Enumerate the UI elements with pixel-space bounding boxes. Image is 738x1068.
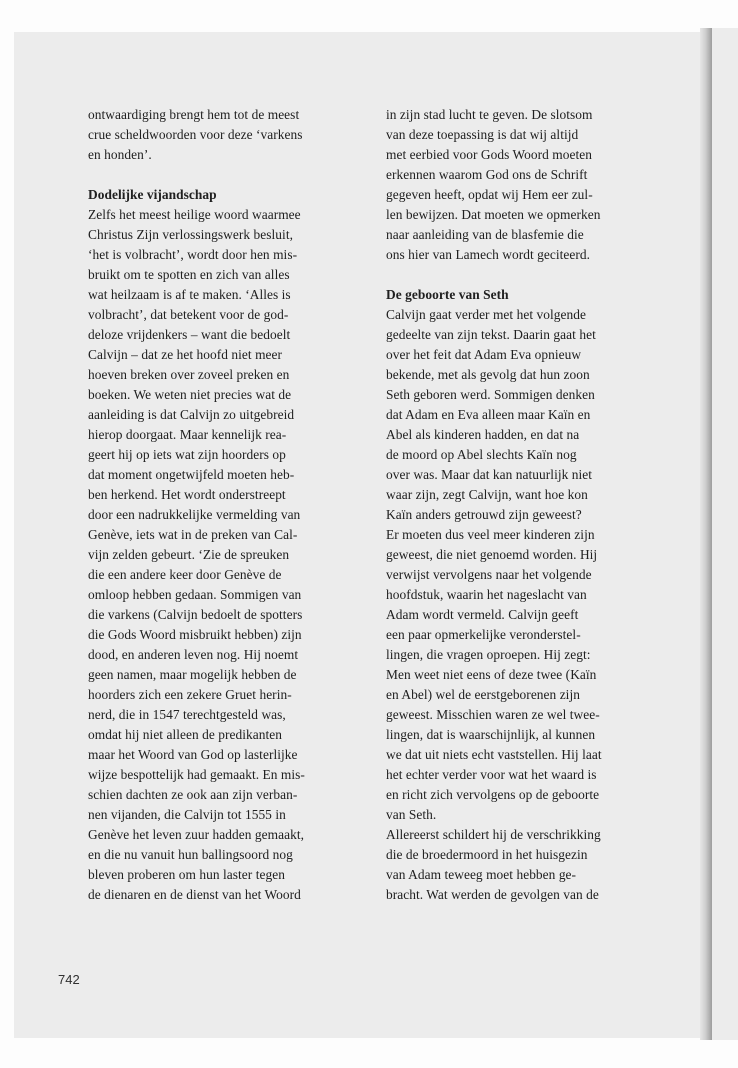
text-line: hoorders zich een zekere Gruet herin- [88,687,292,702]
text-line: Calvijn – dat ze het hoofd niet meer [88,347,283,362]
text-line: nen vijanden, die Calvijn tot 1555 in [88,807,286,822]
text-line: crue scheldwoorden voor deze ‘varkens [88,127,303,142]
text-line: ‘het is volbracht’, wordt door hen mis- [88,247,298,262]
text-line: die varkens (Calvijn bedoelt de spotters [88,607,303,622]
text-line: lingen, dat is waarschijnlijk, al kunnen [386,727,596,742]
text-line: Calvijn gaat verder met het volgende [386,307,586,322]
text-line: die Gods Woord misbruikt hebben) zijn [88,627,302,642]
text-line: deloze vrijdenkers – want die bedoelt [88,327,291,342]
text-line: erkennen waarom God ons de Schrift [386,167,588,182]
text-line: van deze toepassing is dat wij altijd [386,127,579,142]
text-line: bleven proberen om hun laster tegen [88,867,285,882]
text-line: een paar opmerkelijke veronderstel- [386,627,581,642]
text-line: en honden’. [88,147,152,162]
text-line: bracht. Wat werden de gevolgen van de [386,887,599,902]
text-line: len bewijzen. Dat moeten we opmerken [386,207,601,222]
text-line: en Abel) wel de eerstgeborenen zijn [386,687,580,702]
text-line: Adam wordt vermeld. Calvijn geeft [386,607,579,622]
text-line: verwijst vervolgens naar het volgende [386,567,592,582]
page-number: 742 [58,972,80,987]
text-line: maar het Woord van God op lasterlijke [88,747,298,762]
text-line: geweest, die niet genoemd worden. Hij [386,547,598,562]
text-line: geert hij op iets wat zijn hoorders op [88,447,286,462]
text-line: lingen, die vragen oproepen. Hij zegt: [386,647,591,662]
text-line: Men weet niet eens of deze twee (Kaïn [386,667,597,682]
facing-page-edge [712,28,738,1040]
text-line: de dienaren en de dienst van het Woord [88,887,301,902]
text-line: nerd, die in 1547 terechtgesteld was, [88,707,286,722]
text-line: in zijn stad lucht te geven. De slotsom [386,107,593,122]
text-line: over was. Maar dat kan natuurlijk niet [386,467,593,482]
text-line: geen namen, maar mogelijk hebben de [88,667,297,682]
text-line: waar zijn, zegt Calvijn, want hoe kon [386,487,588,502]
text-line: ben herkend. Het wordt onderstreept [88,487,286,502]
text-line: Genève het leven zuur hadden gemaakt, [88,827,305,842]
text-line: vijn zelden gebeurt. ‘Zie de spreuken [88,547,290,562]
right-text-column [386,105,652,905]
text-line: de moord op Abel slechts Kaïn nog [386,447,577,462]
text-line: Abel als kinderen hadden, en dat na [386,427,580,442]
paragraph-gap [386,265,652,285]
text-line: Kaïn anders getrouwd zijn geweest? [386,507,582,522]
text-line: Genève, iets wat in de preken van Cal- [88,527,298,542]
text-line: dat moment ongetwijfeld moeten heb- [88,467,295,482]
text-line: ons hier van Lamech wordt geciteerd. [386,247,591,262]
section-heading: Dodelijke vijandschap [88,187,217,202]
text-line: Seth geboren werd. Sommigen denken [386,387,595,402]
text-line: gegeven heeft, opdat wij Hem eer zul- [386,187,593,202]
text-line: over het feit dat Adam Eva opnieuw [386,347,582,362]
text-line: we dat uit niets echt vaststellen. Hij laat [386,747,602,762]
text-line: aanleiding is dat Calvijn zo uitgebreid [88,407,295,422]
text-line: van Adam teweeg moet hebben ge- [386,867,577,882]
text-line: ontwaardiging brengt hem tot de meest [88,107,300,122]
text-line: geweest. Misschien waren ze wel twee- [386,707,600,722]
text-line: hoofdstuk, waarin het nageslacht van [386,587,587,602]
text-line: door een nadrukkelijke vermelding van [88,507,301,522]
text-line: Allereerst schildert hij de verschrikking [386,827,601,842]
text-line: naar aanleiding van de blasfemie die [386,227,584,242]
text-line: en richt zich vervolgens op de geboorte [386,787,600,802]
text-line: hierop doorgaat. Maar kennelijk rea- [88,427,287,442]
text-line: schien dachten ze ook aan zijn verban- [88,787,298,802]
text-line: en die nu vanuit hun ballingsoord nog [88,847,293,862]
text-line: van Seth. [386,807,437,822]
text-line: bekende, met als gevolg dat hun zoon [386,367,590,382]
section-heading: De geboorte van Seth [386,287,509,302]
text-line: dood, en anderen leven nog. Hij noemt [88,647,299,662]
book-gutter [700,28,712,1040]
paragraph-gap [88,165,354,185]
text-line: Zelfs het meest heilige woord waarmee [88,207,301,222]
text-line: bruikt om te spotten en zich van alles [88,267,290,282]
text-line: gedeelte van zijn tekst. Daarin gaat het [386,327,596,342]
text-line: volbracht’, dat betekent voor de god- [88,307,289,322]
left-text-column [88,105,354,905]
text-line: boeken. We weten niet precies wat de [88,387,292,402]
text-line: die de broedermoord in het huisgezin [386,847,588,862]
text-line: hoeven breken over zoveel preken en [88,367,290,382]
text-line: wijze bespottelijk had gemaakt. En mis- [88,767,305,782]
text-line: wat heilzaam is af te maken. ‘Alles is [88,287,291,302]
text-line: dat Adam en Eva alleen maar Kaïn en [386,407,591,422]
text-line: Christus Zijn verlossingswerk besluit, [88,227,293,242]
text-line: het echter verder voor wat het waard is [386,767,597,782]
text-line: die een andere keer door Genève de [88,567,282,582]
text-line: omdat hij niet alleen de predikanten [88,727,283,742]
text-line: omloop hebben gedaan. Sommigen van [88,587,302,602]
text-line: met eerbied voor Gods Woord moeten [386,147,593,162]
text-line: Er moeten dus veel meer kinderen zijn [386,527,595,542]
